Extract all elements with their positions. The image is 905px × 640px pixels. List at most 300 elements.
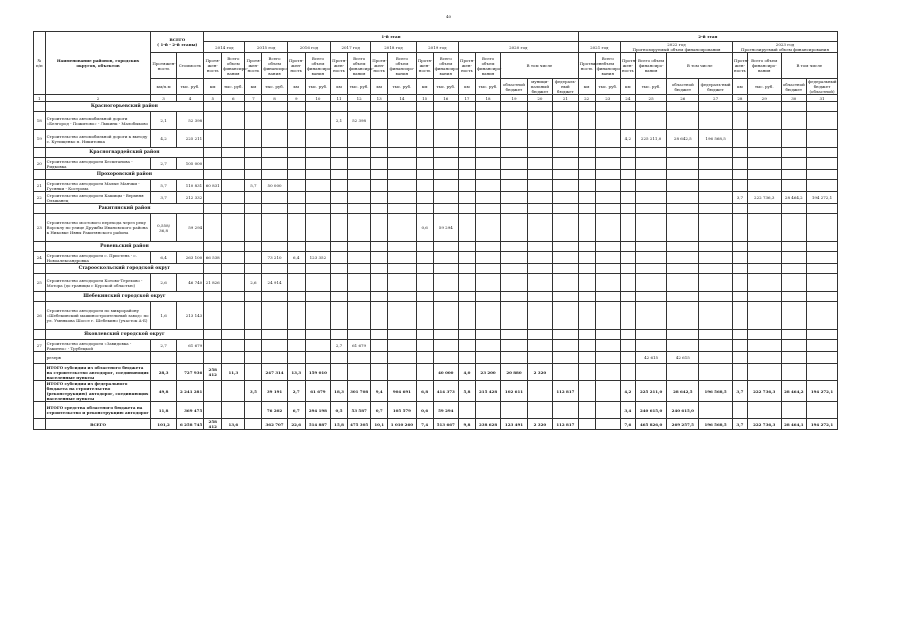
cell: [667, 148, 699, 158]
cell: [527, 102, 552, 112]
cell: [262, 242, 287, 252]
row-name: ИТОГО средства областного бюджета на строительство и реконструкцию автодорог: [45, 402, 151, 419]
cell: [287, 170, 305, 180]
value-cell: [222, 302, 245, 330]
value-cell: [416, 340, 433, 352]
cell: [781, 204, 806, 214]
value-cell: 194 272,1: [807, 419, 838, 430]
hdr-len: Протя-жен-ность: [620, 53, 635, 79]
table-row: [34, 340, 838, 352]
value-cell: [262, 192, 287, 204]
value-cell: 39 191: [262, 381, 287, 402]
value-cell: 23 200: [475, 364, 500, 381]
year-2023: 2023 год Прогнозируемый объем финансирования: [733, 42, 838, 53]
value-cell: 159 010: [305, 364, 330, 381]
value-cell: [699, 302, 733, 330]
value-cell: [305, 352, 330, 364]
hdr-len: Протя-жен-ность: [331, 53, 348, 79]
cell: [595, 204, 620, 214]
value-cell: [305, 130, 330, 148]
value-cell: 301 708: [347, 381, 370, 402]
row-name: Строительство автодороги Малые Маячки - Гусянки - Кострома: [45, 180, 151, 192]
row-name: ВСЕГО: [45, 419, 151, 430]
cell: [595, 330, 620, 340]
value-cell: [620, 252, 635, 264]
value-cell: [245, 364, 262, 381]
value-cell: [733, 274, 748, 292]
value-cell: [578, 274, 595, 292]
value-cell: [287, 130, 305, 148]
cell: [501, 292, 527, 302]
value-cell: 15,8: [331, 419, 348, 430]
value-cell: [733, 214, 748, 242]
column-number: 29: [747, 95, 781, 102]
value-cell: 5,8: [458, 381, 475, 402]
cell: [262, 204, 287, 214]
value-cell: [331, 352, 348, 364]
value-cell: [287, 158, 305, 170]
cell: [595, 170, 620, 180]
value-cell: [416, 112, 433, 130]
cell: [287, 264, 305, 274]
column-number: 22: [578, 95, 595, 102]
cell: [222, 102, 245, 112]
value-cell: [781, 252, 806, 264]
value-cell: 18,3: [331, 381, 348, 402]
cell: [222, 170, 245, 180]
value-cell: [781, 352, 806, 364]
value-cell: [807, 402, 838, 419]
cell: [262, 264, 287, 274]
district-row: [34, 292, 838, 302]
cell: [371, 330, 388, 340]
value-cell: 0,6: [416, 214, 433, 242]
value-cell: [433, 158, 458, 170]
cost-cell: 59 294: [176, 214, 203, 242]
value-cell: [578, 214, 595, 242]
value-cell: 294 198: [305, 402, 330, 419]
value-cell: [416, 352, 433, 364]
column-number: 16: [433, 95, 458, 102]
value-cell: [553, 364, 579, 381]
cell: [204, 148, 222, 158]
value-cell: [527, 340, 552, 352]
value-cell: [305, 112, 330, 130]
value-cell: [733, 252, 748, 264]
value-cell: [595, 352, 620, 364]
cell: [699, 204, 733, 214]
cost-cell: 263 100: [176, 252, 203, 264]
value-cell: [347, 214, 370, 242]
value-cell: 21 826: [204, 274, 222, 292]
cell: [287, 330, 305, 340]
value-cell: [347, 364, 370, 381]
district-name: Старооскольский городской округ: [45, 264, 204, 274]
value-cell: [245, 419, 262, 430]
value-cell: [620, 192, 635, 204]
cell: [807, 148, 838, 158]
value-cell: [733, 112, 748, 130]
value-cell: [667, 302, 699, 330]
cell: [331, 330, 348, 340]
value-cell: [578, 192, 595, 204]
value-cell: [388, 274, 417, 292]
cell: [578, 102, 595, 112]
cell: [475, 292, 500, 302]
value-cell: [388, 158, 417, 170]
value-cell: 123 491: [501, 419, 527, 430]
cell: [371, 204, 388, 214]
row-name: Строительство автомобильной дороги «Белгород - Пожитово» - Лыкинк - Малобыково: [45, 112, 151, 130]
value-cell: 28 464,1: [781, 419, 806, 430]
value-cell: [475, 130, 500, 148]
value-cell: 514 887: [305, 419, 330, 430]
value-cell: [807, 274, 838, 292]
value-cell: [262, 158, 287, 170]
district-row: [34, 102, 838, 112]
cell: [620, 170, 635, 180]
value-cell: [501, 352, 527, 364]
cell: [527, 330, 552, 340]
value-cell: [204, 302, 222, 330]
cell: [635, 170, 667, 180]
value-cell: 238 628: [475, 419, 500, 430]
value-cell: [620, 302, 635, 330]
value-cell: [527, 302, 552, 330]
cell: [501, 170, 527, 180]
value-cell: [635, 214, 667, 242]
value-cell: [635, 274, 667, 292]
value-cell: 2,1: [331, 112, 348, 130]
value-cell: [433, 352, 458, 364]
cell: [388, 204, 417, 214]
year-2019: 2019 год: [416, 42, 458, 53]
value-cell: [475, 180, 500, 192]
row-name: Строительство мостового перехода через реку Ворсклу по улице Дружбы Ивановского района к Никовке Ивны Ракитянского района: [45, 214, 151, 242]
cell: [807, 264, 838, 274]
cell: [635, 330, 667, 340]
value-cell: [287, 352, 305, 364]
cell: [475, 242, 500, 252]
cell: [635, 292, 667, 302]
value-cell: [553, 302, 579, 330]
cost-cell: 212 332: [176, 192, 203, 204]
header-num: № п/п: [34, 32, 46, 95]
cell: [388, 292, 417, 302]
cell: [747, 242, 781, 252]
cost-cell: 52 398: [176, 112, 203, 130]
cell: [34, 242, 46, 252]
value-cell: [620, 274, 635, 292]
value-cell: [433, 112, 458, 130]
value-cell: [475, 192, 500, 204]
column-number: 25: [635, 95, 667, 102]
cell: [416, 170, 433, 180]
value-cell: [781, 158, 806, 170]
value-cell: [667, 158, 699, 170]
cell: [781, 102, 806, 112]
value-cell: [222, 130, 245, 148]
cell: [245, 330, 262, 340]
value-cell: [204, 192, 222, 204]
value-cell: 222 736,3: [747, 419, 781, 430]
value-cell: [747, 364, 781, 381]
cell: [733, 170, 748, 180]
value-cell: [475, 302, 500, 330]
value-cell: [475, 252, 500, 264]
cell: [433, 330, 458, 340]
cell: [222, 148, 245, 158]
length-cell: 11,8: [151, 402, 176, 419]
cell: [245, 170, 262, 180]
cell: [331, 148, 348, 158]
unit: областной бюджет: [667, 79, 699, 95]
value-cell: 258 412: [204, 419, 222, 430]
value-cell: [305, 192, 330, 204]
value-cell: [553, 402, 579, 419]
row-name: резерв: [45, 352, 151, 364]
cell: [305, 170, 330, 180]
value-cell: [578, 419, 595, 430]
cell: [433, 292, 458, 302]
value-cell: [388, 112, 417, 130]
value-cell: [305, 340, 330, 352]
value-cell: 215 428: [475, 381, 500, 402]
value-cell: 50 000: [262, 180, 287, 192]
unit: км: [458, 79, 475, 95]
value-cell: [635, 340, 667, 352]
value-cell: [553, 352, 579, 364]
value-cell: [371, 214, 388, 242]
value-cell: 247 314: [262, 364, 287, 381]
cell: [620, 292, 635, 302]
cell: [347, 170, 370, 180]
value-cell: [458, 302, 475, 330]
cell: [781, 292, 806, 302]
value-cell: [747, 302, 781, 330]
value-cell: [331, 192, 348, 204]
column-number: 28: [733, 95, 748, 102]
value-cell: [222, 214, 245, 242]
value-cell: [699, 180, 733, 192]
length-cell: 2,7: [151, 158, 176, 170]
cost-cell: 2 241 281: [176, 381, 203, 402]
value-cell: [433, 180, 458, 192]
value-cell: [578, 340, 595, 352]
cell: [553, 242, 579, 252]
value-cell: [781, 364, 806, 381]
value-cell: [371, 130, 388, 148]
district-name: Ровеньский район: [45, 242, 204, 252]
value-cell: [733, 130, 748, 148]
cost-cell: 46 740: [176, 274, 203, 292]
value-cell: 1 010 260: [388, 419, 417, 430]
cell: [475, 204, 500, 214]
hdr-vol: Всего объем финансиро-вания: [305, 53, 330, 79]
value-cell: 2 320: [527, 364, 552, 381]
value-cell: [501, 158, 527, 170]
cell: [262, 170, 287, 180]
value-cell: [620, 214, 635, 242]
value-cell: [222, 352, 245, 364]
value-cell: [204, 112, 222, 130]
unit: федеральный бюджет (областной): [808, 79, 837, 94]
cell: [416, 292, 433, 302]
cell: [747, 170, 781, 180]
value-cell: [347, 274, 370, 292]
hdr-incl: В том числе: [501, 53, 578, 79]
value-cell: [416, 302, 433, 330]
value-cell: [458, 130, 475, 148]
value-cell: [553, 192, 579, 204]
value-cell: [222, 252, 245, 264]
column-number: 9: [287, 95, 305, 102]
row-number: 23: [34, 214, 46, 242]
table-row: [34, 274, 838, 292]
total-row: [34, 419, 838, 430]
value-cell: [595, 252, 620, 264]
row-name: Строительство автодороги с. Пристень - с. Новоалександровка: [45, 252, 151, 264]
column-number: 10: [305, 95, 330, 102]
value-cell: [699, 402, 733, 419]
value-cell: [635, 252, 667, 264]
value-cell: [371, 158, 388, 170]
cell: [262, 102, 287, 112]
value-cell: [781, 302, 806, 330]
value-cell: [501, 274, 527, 292]
column-number: 19: [501, 95, 527, 102]
value-cell: 28 642,5: [667, 130, 699, 148]
value-cell: [204, 214, 222, 242]
value-cell: [388, 180, 417, 192]
value-cell: [595, 402, 620, 419]
value-cell: 66 538: [204, 252, 222, 264]
value-cell: [553, 340, 579, 352]
cell: [475, 102, 500, 112]
hdr-stoimost: Стоимость: [176, 53, 203, 79]
cell: [347, 242, 370, 252]
cell: [458, 264, 475, 274]
district-row: [34, 264, 838, 274]
cell: [699, 242, 733, 252]
value-cell: [553, 180, 579, 192]
value-cell: [501, 252, 527, 264]
hdr-vol: Всего объем финансиро-вания: [433, 53, 458, 79]
cell: [371, 242, 388, 252]
cell: [733, 292, 748, 302]
cell: [578, 292, 595, 302]
value-cell: [527, 381, 552, 402]
cell: [222, 292, 245, 302]
value-cell: 4,0: [458, 364, 475, 381]
value-cell: [331, 274, 348, 292]
value-cell: 13,3: [287, 364, 305, 381]
value-cell: [388, 302, 417, 330]
value-cell: [331, 180, 348, 192]
length-cell: 4,2: [151, 130, 176, 148]
value-cell: [331, 364, 348, 381]
cell: [262, 330, 287, 340]
value-cell: [371, 112, 388, 130]
column-number: 27: [699, 95, 733, 102]
value-cell: [475, 274, 500, 292]
unit: км: [331, 79, 348, 95]
cell: [527, 264, 552, 274]
cell: [416, 102, 433, 112]
value-cell: [553, 158, 579, 170]
cell: [331, 292, 348, 302]
cell: [433, 170, 458, 180]
year-2021: 2021 год: [578, 42, 620, 53]
value-cell: [667, 112, 699, 130]
value-cell: [433, 192, 458, 204]
value-cell: [747, 340, 781, 352]
value-cell: [305, 302, 330, 330]
value-cell: [733, 364, 748, 381]
unit: тыс. руб.: [747, 79, 781, 95]
cell: [781, 148, 806, 158]
value-cell: 4,2: [620, 381, 635, 402]
length-cell: 101,2: [151, 419, 176, 430]
value-cell: [458, 352, 475, 364]
value-cell: [595, 302, 620, 330]
value-cell: [222, 274, 245, 292]
cost-cell: [176, 352, 203, 364]
value-cell: [245, 402, 262, 419]
value-cell: [699, 364, 733, 381]
value-cell: [747, 352, 781, 364]
value-cell: [433, 302, 458, 330]
value-cell: 13,6: [222, 419, 245, 430]
value-cell: [635, 302, 667, 330]
value-cell: [595, 274, 620, 292]
cell: [287, 242, 305, 252]
cell: [733, 330, 748, 340]
value-cell: [347, 130, 370, 148]
cell: [747, 330, 781, 340]
value-cell: 196 568,5: [699, 381, 733, 402]
cell: [475, 148, 500, 158]
value-cell: [245, 112, 262, 130]
value-cell: [433, 340, 458, 352]
cell: [620, 204, 635, 214]
cell: [667, 170, 699, 180]
value-cell: [475, 402, 500, 419]
value-cell: [667, 340, 699, 352]
row-name: Строительство автодороги по микрорайону «Шебекинский машиностроительный завод» по ул. Умнякова Шоссе г. Шебекино (участок А-Б): [45, 302, 151, 330]
value-cell: [595, 340, 620, 352]
value-cell: [527, 192, 552, 204]
cell: [595, 292, 620, 302]
cell: [245, 102, 262, 112]
program-table: [33, 31, 838, 430]
row-number: 18: [34, 112, 46, 130]
value-cell: [305, 180, 330, 192]
cell: [733, 204, 748, 214]
column-number: 14: [388, 95, 417, 102]
cell: [595, 242, 620, 252]
value-cell: [458, 340, 475, 352]
cell: [204, 102, 222, 112]
row-number: 21: [34, 180, 46, 192]
value-cell: [747, 112, 781, 130]
cell: [331, 204, 348, 214]
value-cell: 222 736,3: [747, 381, 781, 402]
hdr-vol: Всего объем финансиро-вания: [388, 53, 417, 79]
district-row: [34, 330, 838, 340]
cell: [620, 264, 635, 274]
cell: [635, 264, 667, 274]
